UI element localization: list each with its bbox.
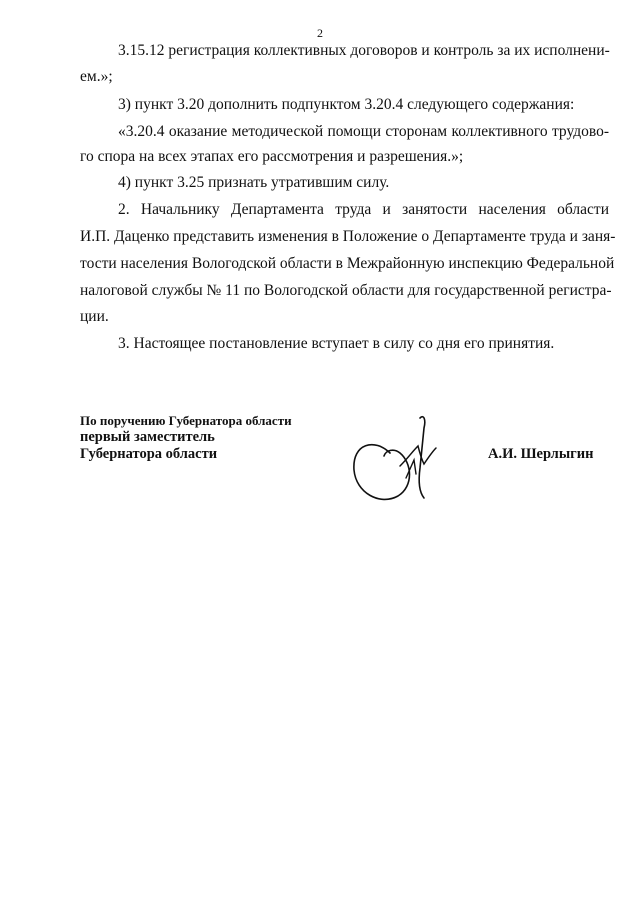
text-line: «3.20.4 оказание методической помощи сторонам коллективного трудово- — [118, 123, 609, 140]
text-line: 2. Начальнику Департамента труда и занятости населения области — [118, 201, 609, 218]
text-line: 3.15.12 регистрация коллективных договоров и контроль за их исполнени- — [118, 42, 610, 59]
signatory-authority: По поручению Губернатора области — [80, 413, 292, 428]
text-line: налоговой службы № 11 по Вологодской области для государственной регистра- — [80, 282, 612, 299]
text-line: тости населения Вологодской области в Межрайонную инспекцию Федеральной — [80, 255, 615, 272]
signatory-position: первый заместитель — [80, 429, 215, 445]
text-line: ем.»; — [80, 68, 113, 85]
text-line: И.П. Даценко представить изменения в Положение о Департаменте труда и заня- — [80, 228, 616, 245]
text-line: 3. Настоящее постановление вступает в силу со дня его принятия. — [118, 335, 555, 352]
handwritten-signature — [340, 408, 450, 518]
text-line: 3) пункт 3.20 дополнить подпунктом 3.20.4 следующего содержания: — [118, 96, 575, 113]
page-number: 2 — [317, 26, 323, 40]
signatory-position-cont: Губернатора области — [80, 446, 218, 462]
text-line: ции. — [80, 308, 109, 325]
text-line: 4) пункт 3.25 признать утратившим силу. — [118, 174, 390, 191]
text-line: го спора на всех этапах его рассмотрения и разрешения.»; — [80, 148, 464, 165]
signatory-name: А.И. Шерлыгин — [488, 446, 594, 462]
